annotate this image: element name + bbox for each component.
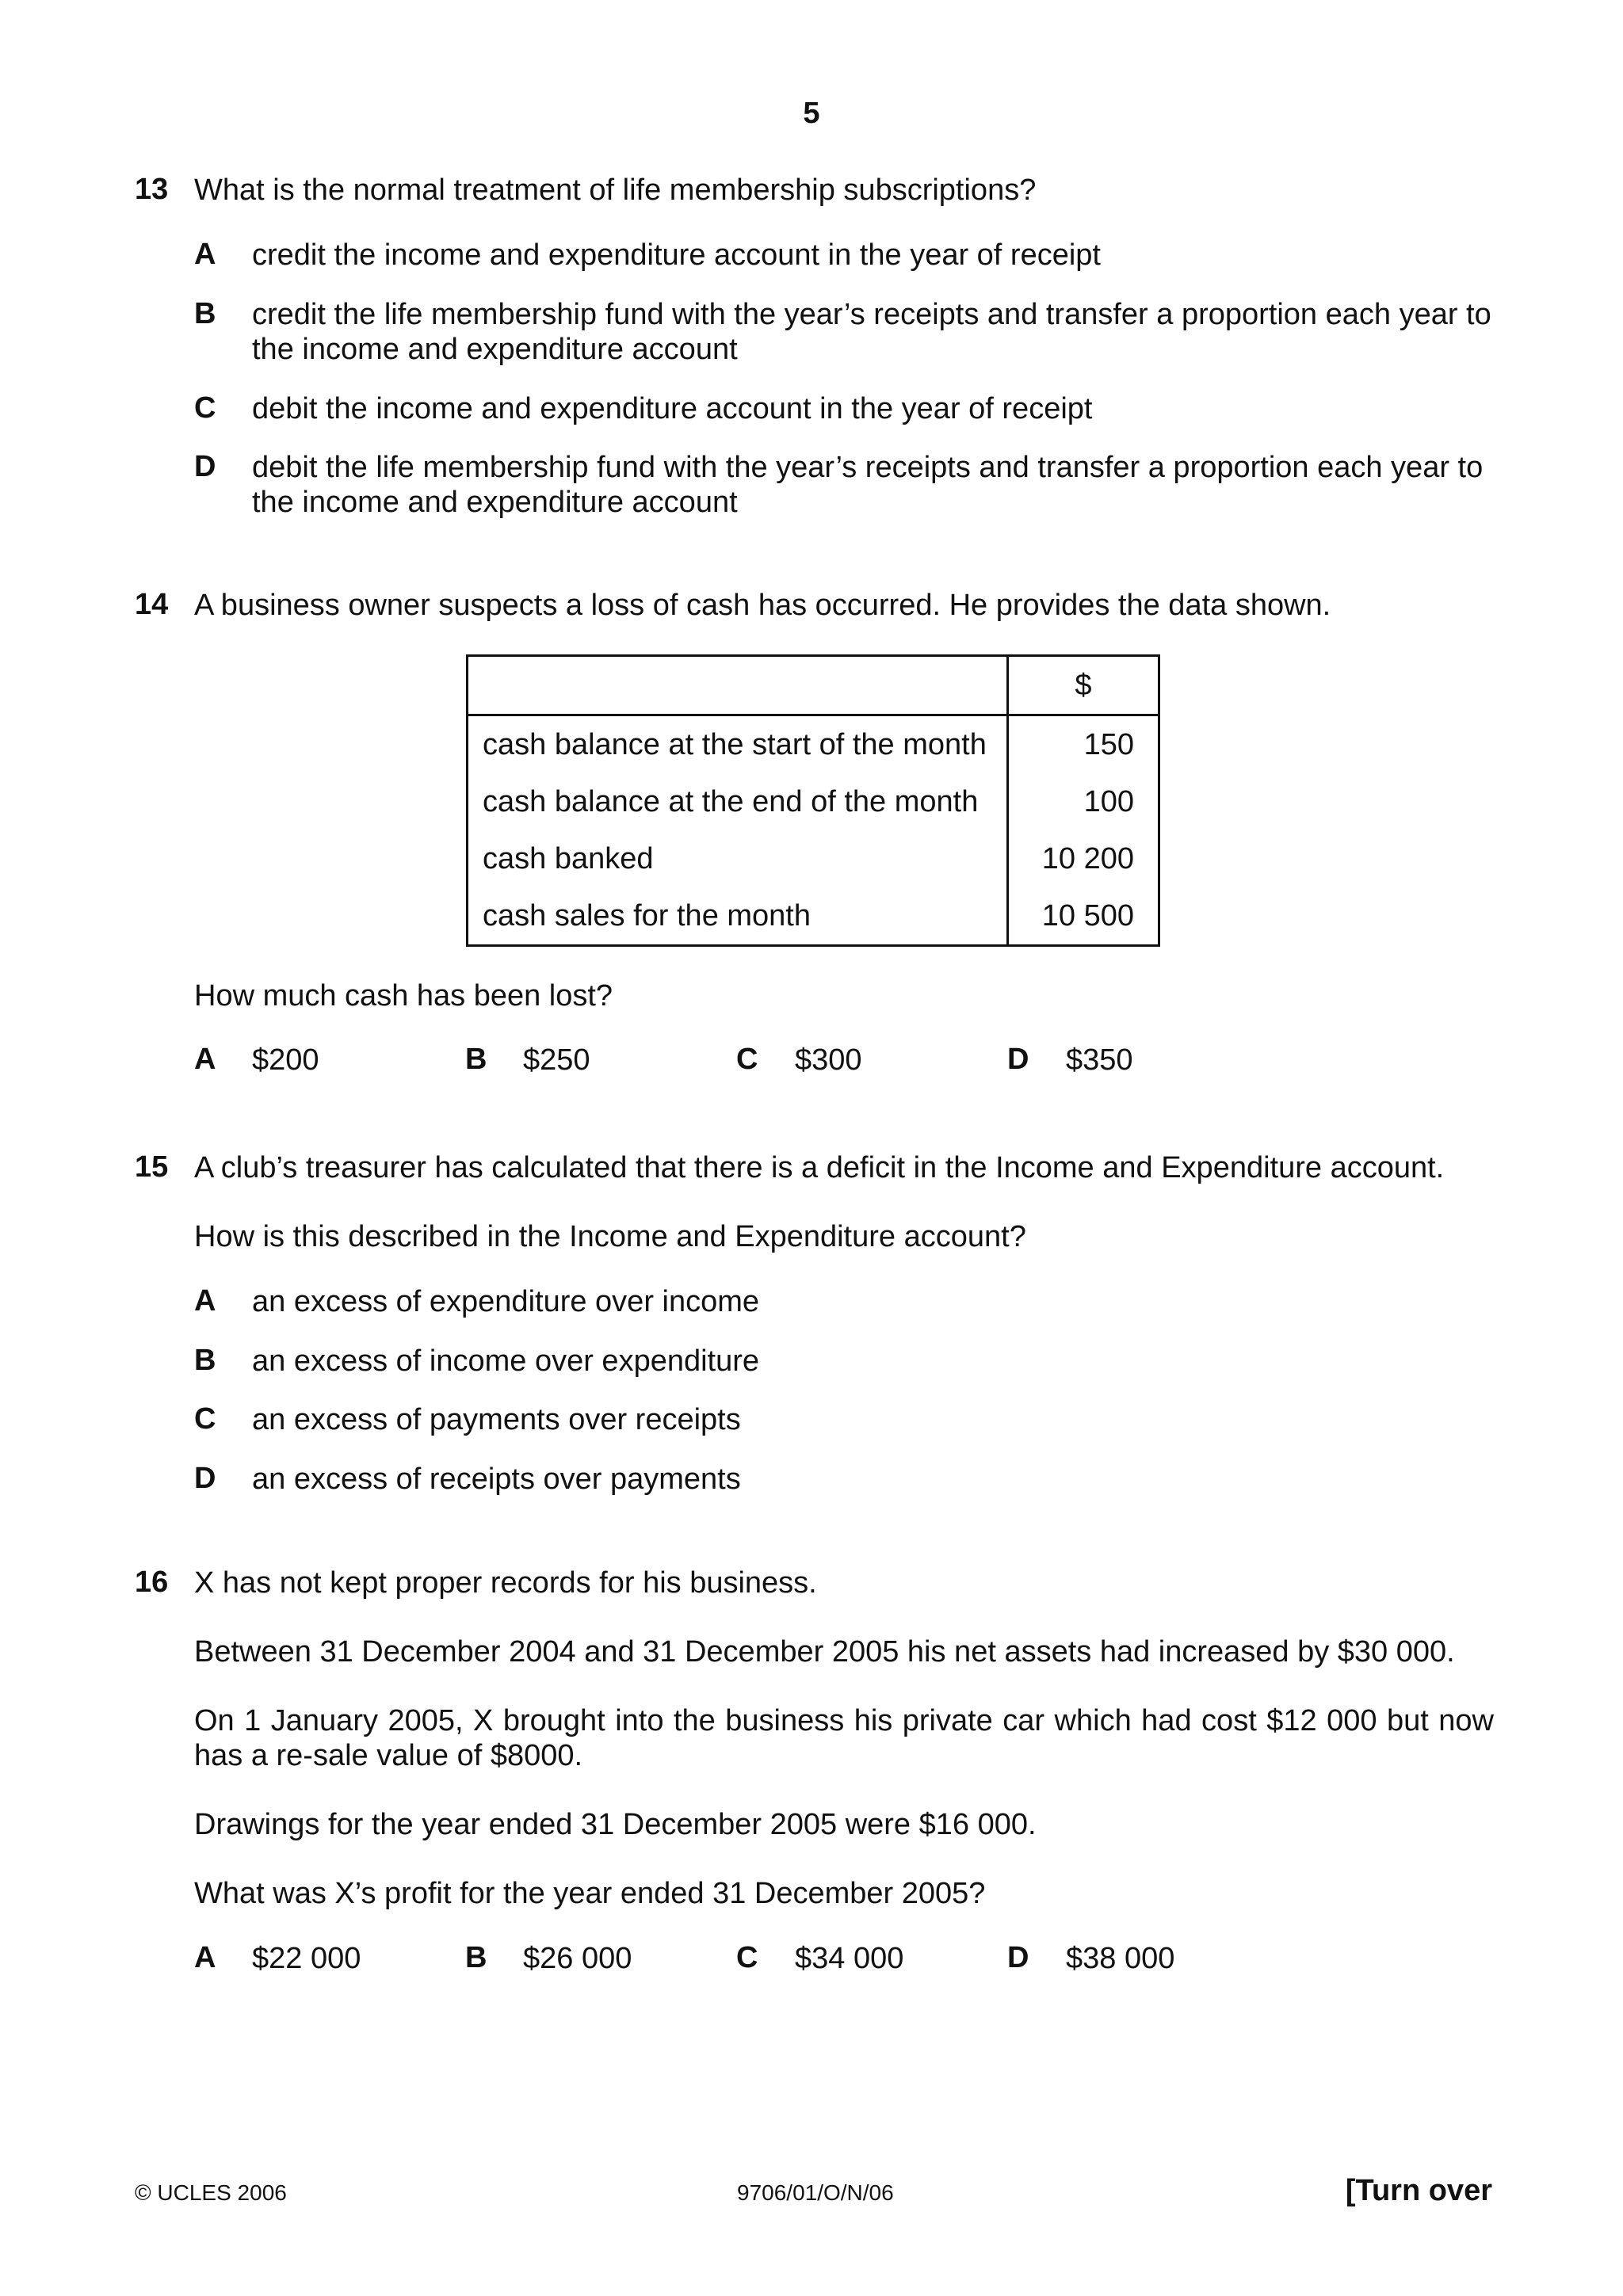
table-header-label-cell [468,656,1008,715]
page-number: 5 [803,97,820,130]
option-14a: $200 [252,1043,319,1077]
question-16-prompt: What was X’s profit for the year ended 31 December 2005? [194,1877,986,1910]
table-row-value: 10 200 [1008,830,1159,887]
question-number-13: 13 [135,173,169,206]
option-16b: $26 000 [523,1942,632,1975]
option-15d: an excess of receipts over payments [252,1463,741,1496]
option-letter-16d: D [1007,1941,1029,1974]
option-letter-14b: B [465,1043,487,1076]
question-number-14: 14 [135,588,169,621]
footer-paper-code: 9706/01/O/N/06 [737,2180,894,2205]
option-letter-14c: C [736,1043,758,1076]
option-letter-13a: A [194,238,216,271]
option-letter-15d: D [194,1462,216,1495]
table-row-value: 100 [1008,773,1159,830]
option-16a: $22 000 [252,1942,361,1975]
question-15-stem: A club’s treasurer has calculated that there is a deficit in the Income and Expenditure account. [194,1151,1445,1184]
question-16-line-2: Between 31 December 2004 and 31 December 2005 his net assets had increased by $30 000. [194,1635,1455,1669]
option-letter-15b: B [194,1344,216,1377]
option-letter-16b: B [465,1941,487,1974]
table-row-label: cash balance at the end of the month [483,784,979,818]
option-letter-14a: A [194,1043,216,1076]
question-16-line-1: X has not kept proper records for his business. [194,1566,817,1600]
cash-data-table [466,654,1160,947]
option-15c: an excess of payments over receipts [252,1403,741,1436]
option-15a: an excess of expenditure over income [252,1285,760,1318]
table-header-currency: $ [1008,656,1159,715]
option-15b: an excess of income over expenditure [252,1344,760,1378]
table-row [468,715,1159,774]
option-letter-14d: D [1007,1043,1029,1076]
table-row-value: 10 500 [1008,887,1159,946]
option-letter-13d: D [194,450,216,483]
option-letter-13c: C [194,391,216,425]
table-row-label: cash banked [483,841,654,875]
option-letter-15c: C [194,1402,216,1436]
option-14c: $300 [795,1043,862,1077]
option-13b: credit the life membership fund with the year’s receipts and transfer a proportion each year to the income and expenditure account [252,298,1491,366]
table-row-label: cash balance at the start of the month [483,727,987,761]
table-header-row [468,656,1159,715]
footer-copyright: © UCLES 2006 [135,2180,287,2205]
question-15-prompt: How is this described in the Income and Expenditure account? [194,1220,1026,1253]
question-number-16: 16 [135,1566,169,1599]
option-13c: debit the income and expenditure account in the year of receipt [252,392,1093,425]
question-13-stem: What is the normal treatment of life membership subscriptions? [194,174,1037,207]
question-14-stem: A business owner suspects a loss of cash has occurred. He provides the data shown. [194,589,1331,622]
option-letter-16c: C [736,1941,758,1974]
question-16-line-4: Drawings for the year ended 31 December 2005 were $16 000. [194,1808,1037,1841]
table-row [468,887,1159,946]
option-16d: $38 000 [1066,1942,1175,1975]
table-row-value: 150 [1008,715,1159,774]
turn-over-label: [Turn over [1345,2174,1492,2207]
question-16-line-3: On 1 January 2005, X brought into the business his private car which had cost $12 000 but now has a re-sale value of $8000. [194,1704,1494,1772]
table-row-label: cash sales for the month [483,898,811,933]
option-14d: $350 [1066,1043,1133,1077]
option-13a: credit the income and expenditure account in the year of receipt [252,238,1101,272]
option-13d: debit the life membership fund with the year’s receipts and transfer a proportion each year to the income and expenditure account [252,451,1484,519]
option-letter-16a: A [194,1941,216,1974]
option-16c: $34 000 [795,1942,904,1975]
question-number-15: 15 [135,1150,169,1184]
table-row [468,830,1159,887]
option-letter-13b: B [194,297,216,330]
table-row [468,773,1159,830]
option-14b: $250 [523,1043,590,1077]
option-letter-15a: A [194,1284,216,1318]
question-14-prompt: How much cash has been lost? [194,979,613,1013]
